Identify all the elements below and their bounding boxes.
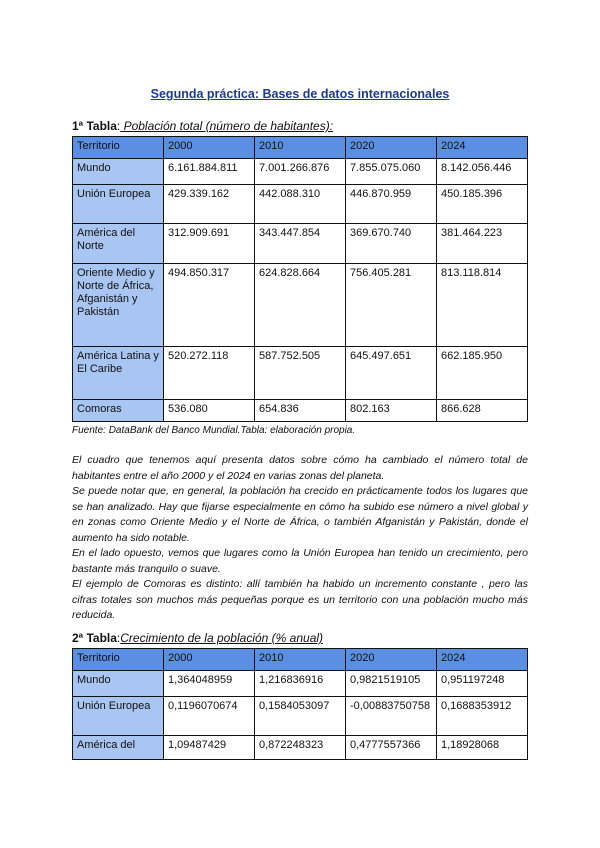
paragraph: Se puede notar que, en general, la población ha crecido en prácticamente todos los lugares que se han analizado. Hay que fijarse especialmente en cómo ha subido ese número a nivel global y en zonas como Oriente Medio y el Norte de África, o también Afganistán y Pakistán, donde el aumento ha sido notable. <box>72 485 528 544</box>
table-cell: 866.628 <box>437 400 528 422</box>
table-row <box>73 400 528 422</box>
table-cell: 536.080 <box>164 400 255 422</box>
table-row <box>73 736 528 760</box>
table-cell: 654.836 <box>255 400 346 422</box>
table2-subtitle: Crecimiento de la población (% anual) <box>120 631 324 645</box>
table-row <box>73 671 528 697</box>
table-cell: 520.272.118 <box>164 347 255 400</box>
table-cell: 381.464.223 <box>437 224 528 264</box>
table-cell: 587.752.505 <box>255 347 346 400</box>
table-cell: 0,1196070674 <box>164 697 255 736</box>
table-row <box>73 224 528 264</box>
table-row <box>73 185 528 224</box>
row-label: América del <box>73 736 164 760</box>
table-row <box>73 159 528 185</box>
header-cell: 2020 <box>346 137 437 159</box>
table-header-row <box>73 649 528 671</box>
header-cell: 2010 <box>255 137 346 159</box>
table-cell: 442.088.310 <box>255 185 346 224</box>
commentary <box>72 453 528 624</box>
row-label: América del Norte <box>73 224 164 264</box>
table-cell: 813.118.814 <box>437 264 528 347</box>
header-cell: Territorio <box>73 137 164 159</box>
row-label: Mundo <box>73 671 164 697</box>
paragraph: El ejemplo de Comoras es distinto: allí también ha habido un incremento constante , pero las cifras totales son muchos más pequeñas porque es un territorio con una población mucho más reducida. <box>72 578 528 621</box>
header-cell: 2010 <box>255 649 346 671</box>
header-cell: Territorio <box>73 649 164 671</box>
row-label: Unión Europea <box>73 697 164 736</box>
table-cell: 0,1688353912 <box>437 697 528 736</box>
header-cell: 2024 <box>437 137 528 159</box>
header-cell: 2024 <box>437 649 528 671</box>
table2-number: 2ª Tabla <box>72 631 117 645</box>
table-cell: 343.447.854 <box>255 224 346 264</box>
table-cell: 756.405.281 <box>346 264 437 347</box>
page-title: Segunda práctica: Bases de datos internacionales <box>150 87 450 101</box>
table-cell: 662.185.950 <box>437 347 528 400</box>
table-row <box>73 264 528 347</box>
table-cell: 7.001.266.876 <box>255 159 346 185</box>
table-cell: 8.142.056.446 <box>437 159 528 185</box>
table-row <box>73 347 528 400</box>
table-cell: 0,1584053097 <box>255 697 346 736</box>
table-cell: 802.163 <box>346 400 437 422</box>
growth-table <box>72 648 528 760</box>
row-label: Unión Europea <box>73 185 164 224</box>
table-cell: 645.497.651 <box>346 347 437 400</box>
row-label: Comoras <box>73 400 164 422</box>
table-cell: 0,9821519105 <box>346 671 437 697</box>
header-cell: 2000 <box>164 137 255 159</box>
table-cell: 1,364048959 <box>164 671 255 697</box>
table-cell: -0,00883750758 <box>346 697 437 736</box>
table-cell: 312.909.691 <box>164 224 255 264</box>
table-cell: 369.670.740 <box>346 224 437 264</box>
table-cell: 1,18928068 <box>437 736 528 760</box>
table1-label: 1ª Tabla: Población total (número de habitantes): <box>72 119 334 133</box>
paragraph: El cuadro que tenemos aquí presenta datos sobre cómo ha cambiado el número total de habitantes entre el año 2000 y el 2024 en varias zonas del planeta. <box>72 454 528 482</box>
table-cell: 450.185.396 <box>437 185 528 224</box>
table-cell: 1,216836916 <box>255 671 346 697</box>
table-cell: 0,4777557366 <box>346 736 437 760</box>
table1-number: 1ª Tabla <box>72 119 117 133</box>
row-label: Mundo <box>73 159 164 185</box>
table-cell: 0,872248323 <box>255 736 346 760</box>
table-header-row <box>73 137 528 159</box>
table-cell: 429.339.162 <box>164 185 255 224</box>
paragraph: En el lado opuesto, vemos que lugares como la Unión Europea han tenido un crecimiento, pero bastante más tranquilo o suave. <box>72 547 528 575</box>
table-row <box>73 697 528 736</box>
table-cell: 7.855.075.060 <box>346 159 437 185</box>
row-label: Oriente Medio y Norte de África, Afganistán y Pakistán <box>73 264 164 347</box>
header-cell: 2020 <box>346 649 437 671</box>
table-cell: 494.850.317 <box>164 264 255 347</box>
table-cell: 1,09487429 <box>164 736 255 760</box>
source-note: Fuente: DataBank del Banco Mundial.Tabla: elaboración propia. <box>72 425 356 436</box>
table-cell: 624.828.664 <box>255 264 346 347</box>
table-cell: 6.161.884.811 <box>164 159 255 185</box>
table-cell: 0,951197248 <box>437 671 528 697</box>
table-cell: 446.870.959 <box>346 185 437 224</box>
header-cell: 2000 <box>164 649 255 671</box>
table1-subtitle: Población total (número de habitantes): <box>120 119 334 133</box>
table2-label: 2ª Tabla:Crecimiento de la población (% anual) <box>72 631 324 645</box>
population-table <box>72 136 528 422</box>
row-label: América Latina y El Caribe <box>73 347 164 400</box>
